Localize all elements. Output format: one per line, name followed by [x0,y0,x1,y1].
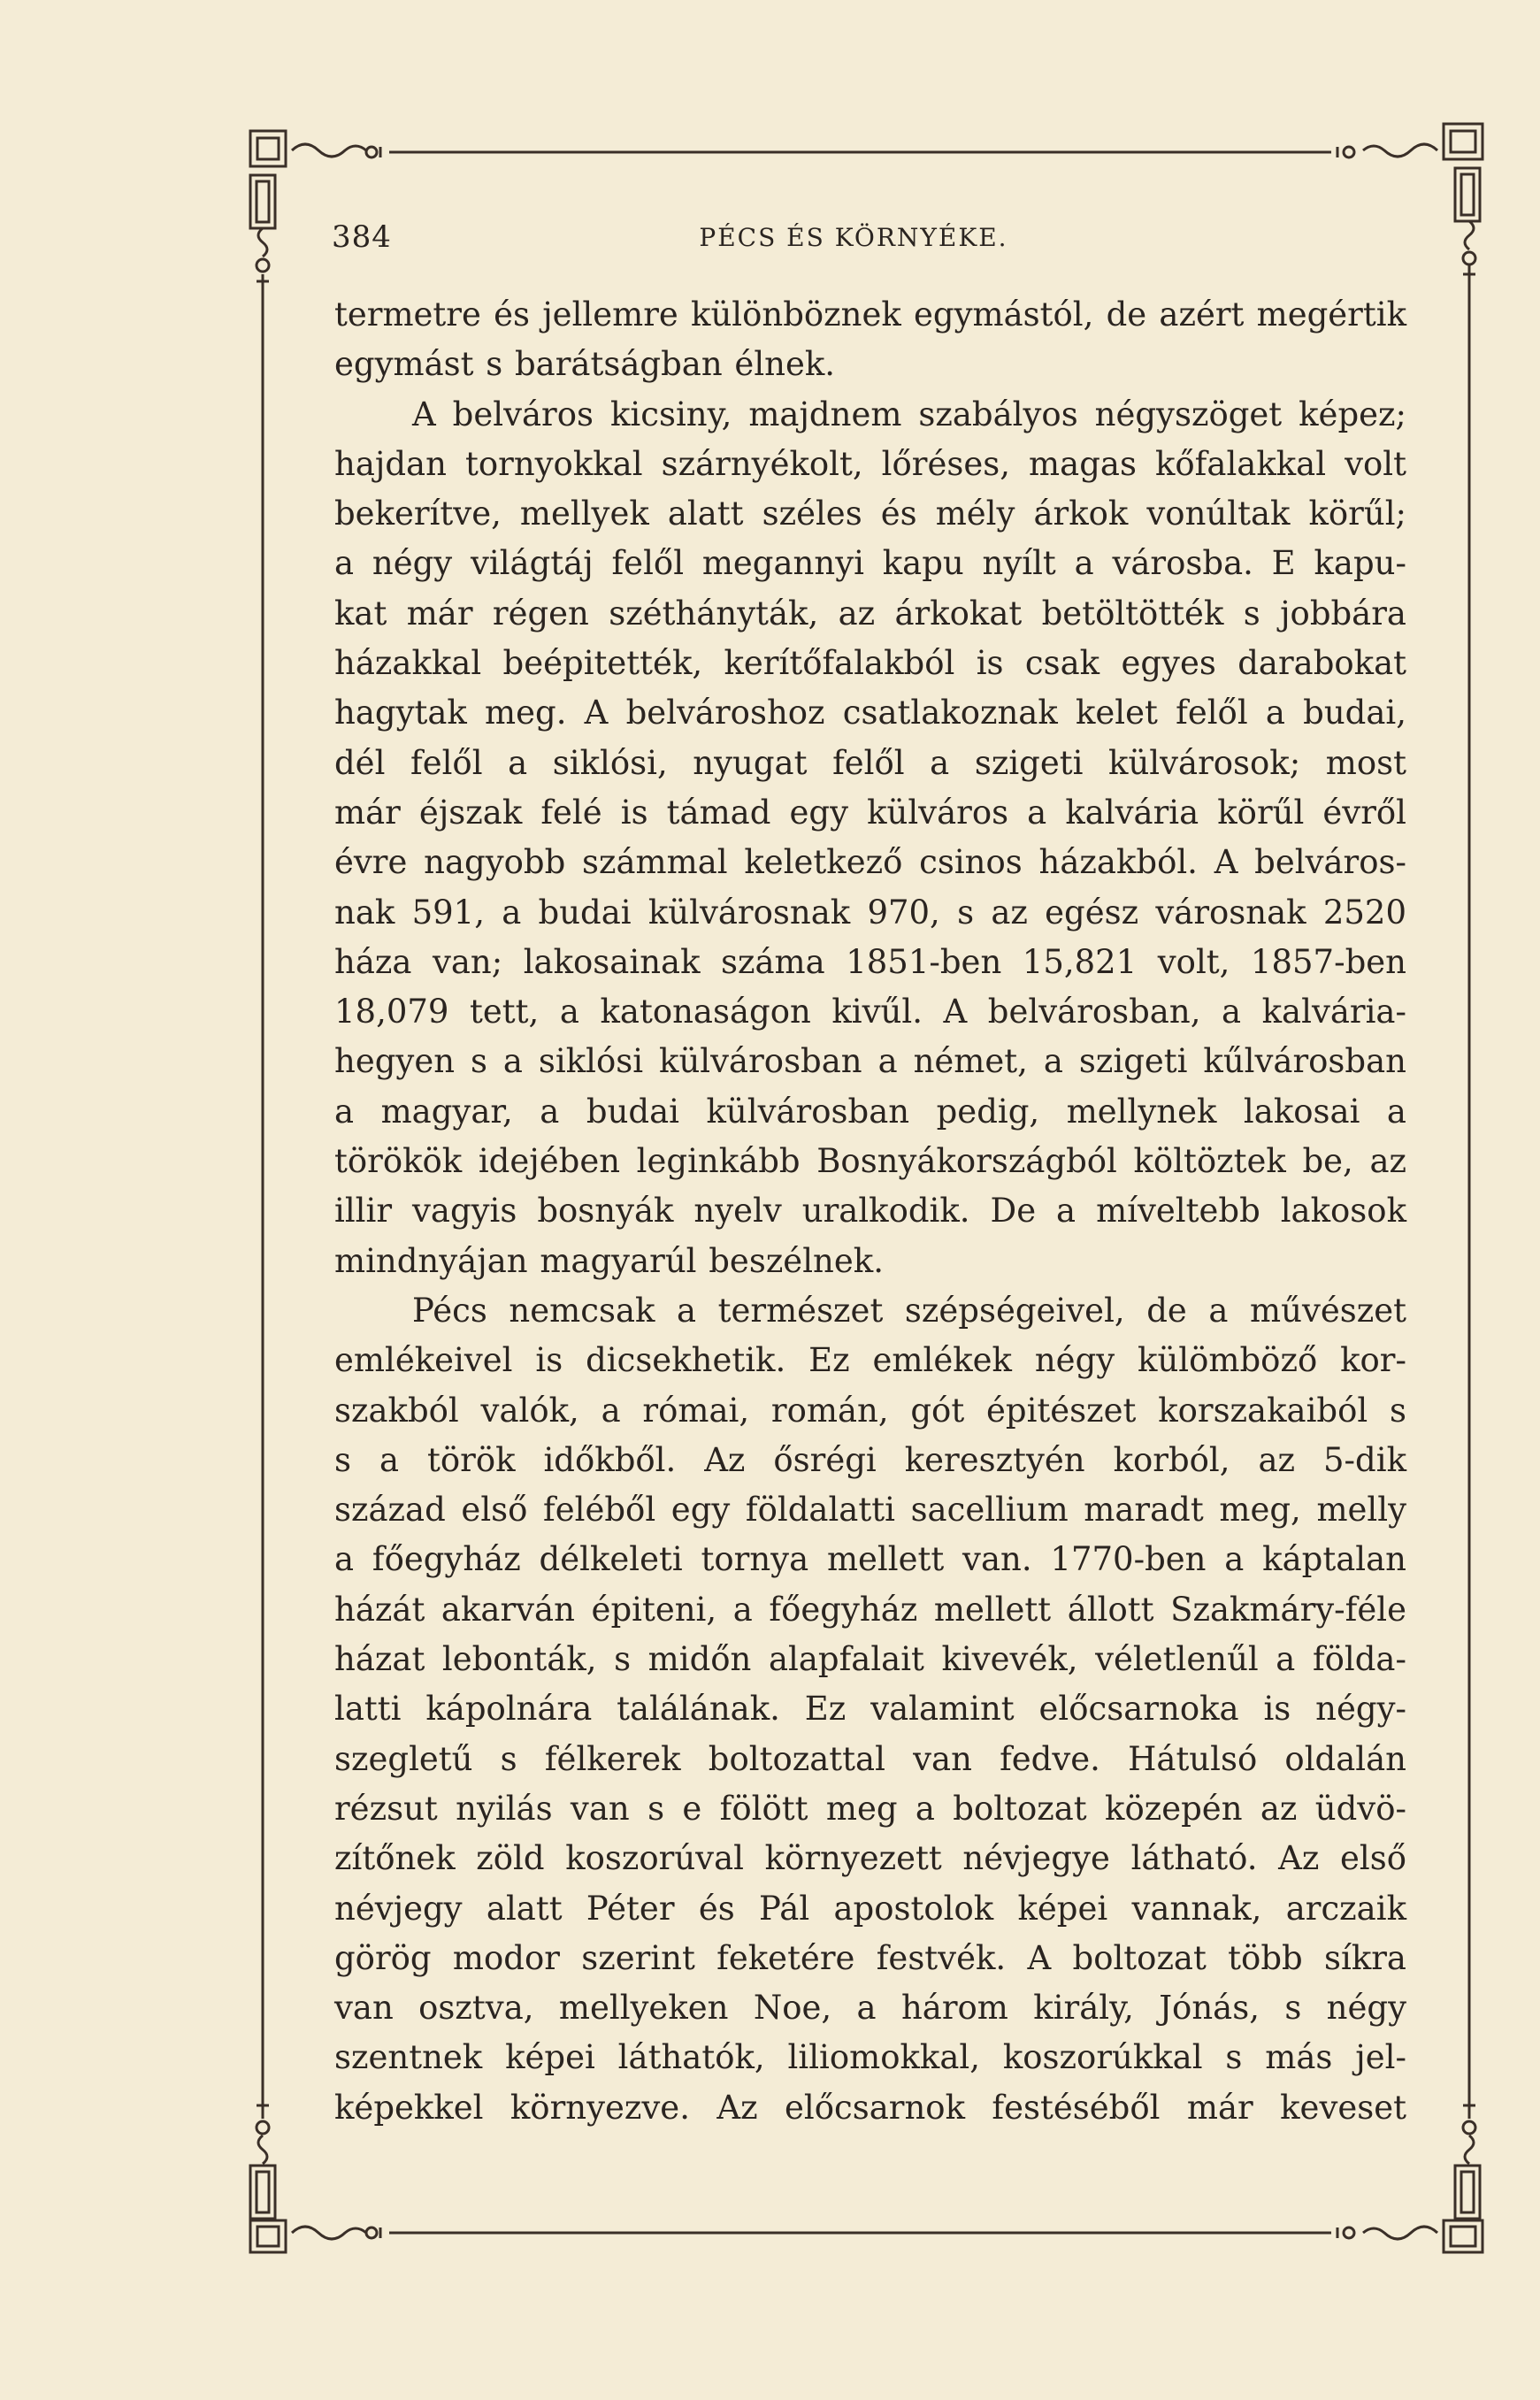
text-line: van osztva, mellyeken Noe, a három király, Jónás, s négy [334,1989,1406,2028]
text-line: A belváros kicsiny, majdnem szabályos négyszöget képez; [412,395,1406,433]
text-line: szakból valók, a római, román, gót épitészet korszakaiból s [334,1391,1406,1430]
running-head [332,219,1415,264]
page-number: 384 [332,219,392,255]
text-line: hegyen s a siklósi külvárosban a német, a szigeti kűlvárosban [334,1042,1406,1081]
text-line: hajdan tornyokkal szárnyékolt, lőréses, magas kőfalakkal volt [334,444,1406,483]
running-title: PÉCS ÉS KÖRNYÉKE. [699,223,1008,252]
corner-ornament-top-left [250,131,380,301]
text-line: a főegyház délkeleti tornya mellett van. 1770-ben a káptalan [334,1540,1406,1579]
corner-ornament-top-right [1337,124,1483,301]
text-line: rézsut nyilás van s e fölött meg a boltozat közepén az üdvö- [334,1789,1406,1828]
text-line: görög modor szerint feketére festvék. A boltozat több síkra [334,1938,1406,1977]
text-line: termetre és jellemre különböznek egymástól, de azért megértik [334,295,1406,334]
text-line: törökök idejében leginkább Bosnyákországból költöztek be, az [334,1142,1406,1181]
text-line: évre nagyobb számmal keletkező csinos házakból. A belváros- [334,843,1406,882]
text-line: nak 591, a budai külvárosnak 970, s az egész városnak 2520 [334,893,1406,932]
text-line: a magyar, a budai külvárosban pedig, mellynek lakosai a [334,1092,1406,1131]
text-line: szentnek képei láthatók, liliomokkal, koszorúkkal s más jel- [334,2038,1406,2077]
text-line: Pécs nemcsak a természet szépségeivel, de a művészet [412,1291,1406,1330]
text-line: házat lebonták, s midőn alapfalait kivevék, véletlenűl a földa- [334,1640,1406,1679]
text-line: század első feléből egy földalatti sacellium maradt meg, melly [334,1491,1406,1530]
text-line: szegletű s félkerek boltozattal van fedve. Hátulsó oldalán [334,1739,1406,1778]
text-line: bekerítve, mellyek alatt széles és mély árkok vonúltak körűl; [334,495,1406,533]
text-line: dél felől a siklósi, nyugat felől a szigeti külvárosok; most [334,743,1406,782]
text-line: már éjszak felé is támad egy külváros a kalvária körűl évről [334,793,1406,832]
text-line: névjegy alatt Péter és Pál apostolok képei vannak, arczaik [334,1889,1406,1928]
text-line: mindnyájan magyarúl beszélnek. [334,1241,884,1280]
text-line: hagytak meg. A belvároshoz csatlakoznak kelet felől a budai, [334,694,1406,732]
text-line: latti kápolnára találának. Ez valamint előcsarnoka is négy- [334,1690,1406,1729]
text-line: egymást s barátságban élnek. [334,345,836,384]
text-line: házát akarván épiteni, a főegyház mellett állott Szakmáry-féle [334,1590,1406,1629]
text-line: kat már régen széthányták, az árkokat betöltötték s jobbára [334,594,1406,633]
text-line: képekkel környezve. Az előcsarnok festéséből már keveset [334,2088,1406,2127]
text-line: zítőnek zöld koszorúval környezett névjegye látható. Az első [334,1839,1406,1878]
text-line: emlékeivel is dicsekhetik. Ez emlékek négy külömböző kor- [334,1341,1406,1380]
text-line: házakkal beépitették, kerítőfalakból is csak egyes darabokat [334,644,1406,683]
text-line: 18,079 tett, a katonaságon kivűl. A belvárosban, a kalvária- [334,993,1406,1031]
text-line: a négy világtáj felől megannyi kapu nyílt a városba. E kapu- [334,544,1406,583]
body-text [334,290,1406,2133]
text-line: háza van; lakosainak száma 1851-ben 15,821 volt, 1857-ben [334,942,1406,981]
text-line: s a török időkből. Az ősrégi keresztyén korból, az 5-dik [334,1440,1406,1479]
text-line: illir vagyis bosnyák nyelv uralkodik. De a míveltebb lakosok [334,1192,1406,1231]
